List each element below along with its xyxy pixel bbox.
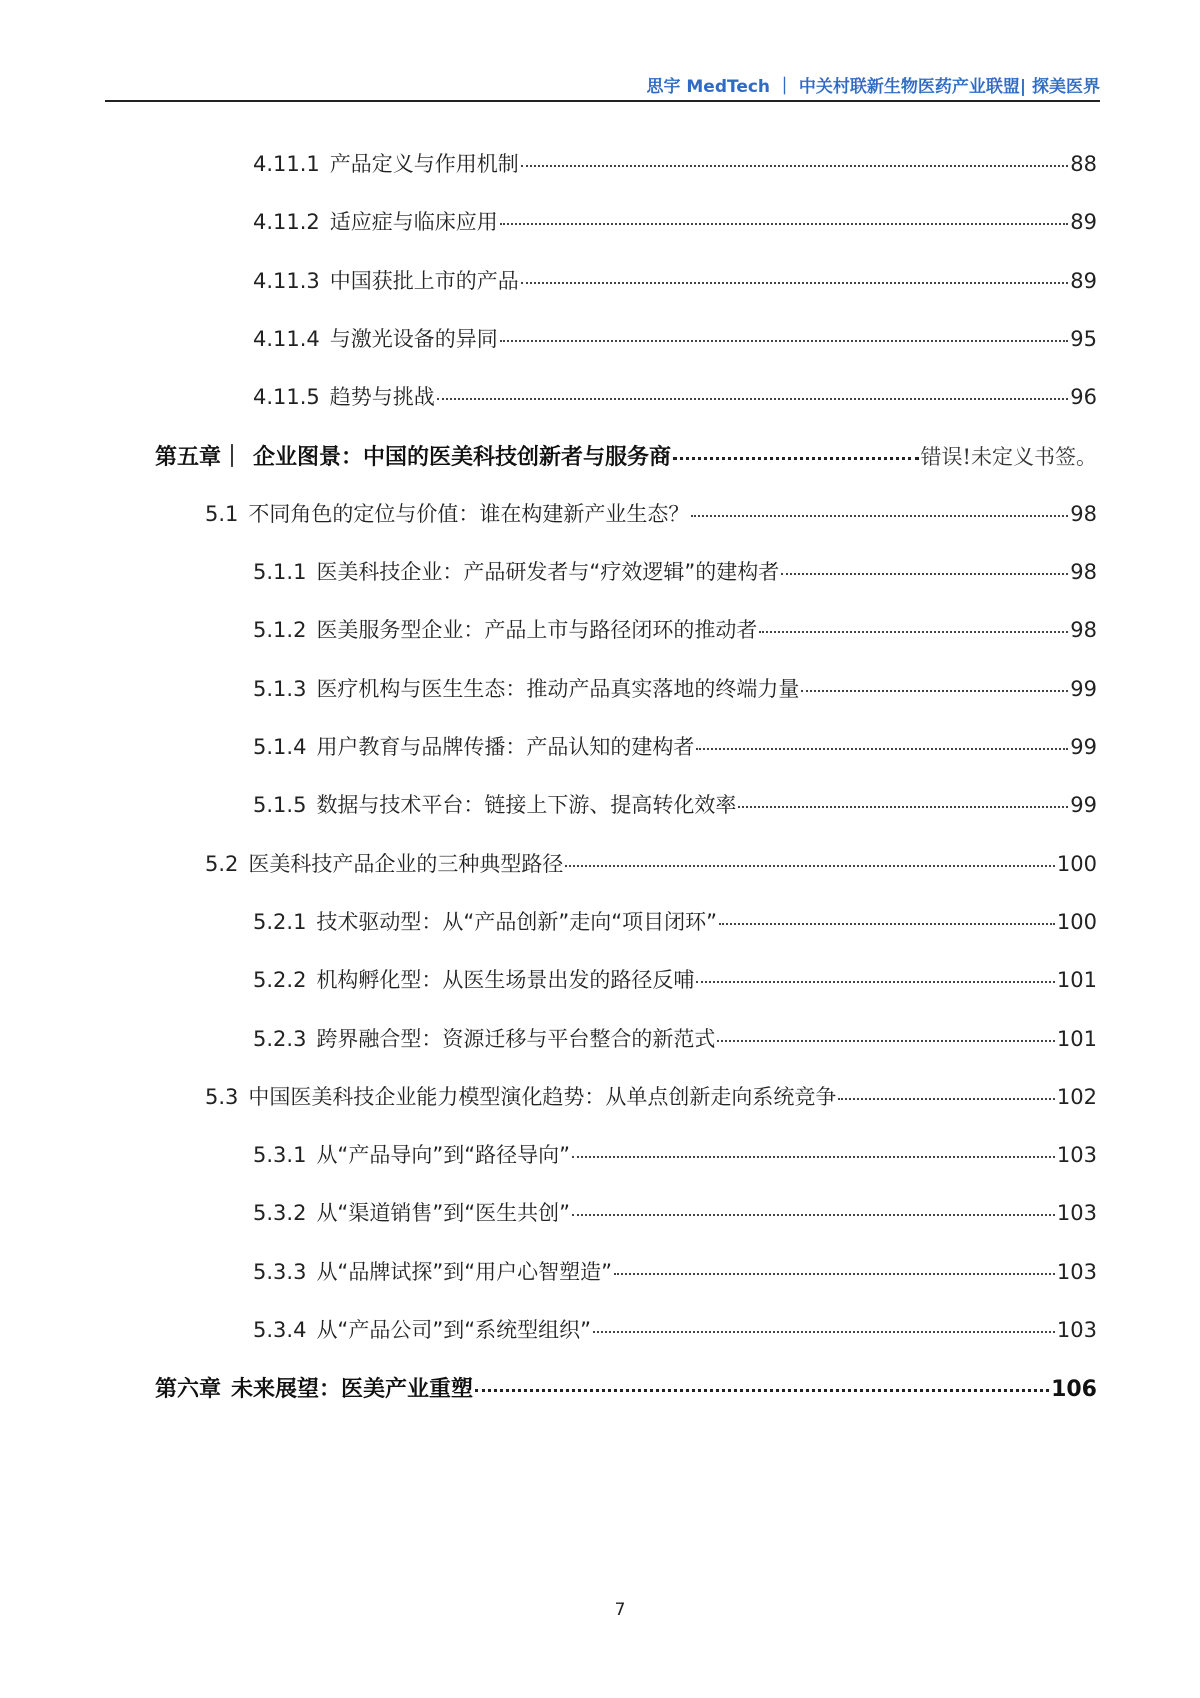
toc-entry-title: 医美科技企业：产品研发者与“疗效逻辑”的建构者 bbox=[316, 560, 780, 584]
toc-entry-number: 5.3.4 bbox=[253, 1318, 307, 1342]
toc-entry-title: 未来展望：医美产业重塑 bbox=[231, 1377, 474, 1402]
toc-entry-title: 技术驱动型：从“产品创新”走向“项目闭环” bbox=[316, 910, 717, 934]
toc-entry[interactable] bbox=[253, 381, 1097, 411]
toc-dot-leader bbox=[696, 981, 1054, 983]
toc-entry-page: 99 bbox=[1070, 793, 1097, 817]
toc-dot-leader bbox=[696, 748, 1068, 750]
toc-entry-title: 数据与技术平台：链接上下游、提高转化效率 bbox=[316, 793, 737, 817]
toc-entry[interactable] bbox=[253, 614, 1097, 644]
toc-entry-title: 从“品牌试探”到“用户心智塑造” bbox=[316, 1260, 612, 1284]
toc-entry-number: 5.2 bbox=[205, 852, 239, 876]
toc-entry-page: 98 bbox=[1070, 618, 1097, 642]
toc-entry-page: 89 bbox=[1070, 269, 1097, 293]
toc-entry[interactable] bbox=[253, 556, 1097, 586]
toc-entry-number: 4.11.5 bbox=[253, 385, 320, 409]
toc-entry-page: 106 bbox=[1051, 1377, 1097, 1402]
toc-entry-title: 医疗机构与医生生态：推动产品真实落地的终端力量 bbox=[316, 677, 800, 701]
toc-entry-page: 88 bbox=[1070, 152, 1097, 176]
toc-entry-number: 4.11.4 bbox=[253, 327, 320, 351]
toc-dot-leader bbox=[673, 457, 919, 460]
toc-entry-number: 5.3.3 bbox=[253, 1260, 307, 1284]
toc-entry-page: 102 bbox=[1056, 1085, 1097, 1109]
toc-entry-page: 98 bbox=[1070, 502, 1097, 526]
toc-dot-leader bbox=[572, 1156, 1055, 1158]
toc-entry-number: 5.3.2 bbox=[253, 1201, 307, 1225]
toc-entry[interactable] bbox=[205, 1081, 1097, 1111]
toc-entry-number: 5.2.2 bbox=[253, 968, 307, 992]
toc-dot-leader bbox=[475, 1389, 1049, 1392]
toc-entry-page: 99 bbox=[1070, 677, 1097, 701]
toc-entry-title: 用户教育与品牌传播：产品认知的建构者 bbox=[316, 735, 695, 759]
toc-entry-title: 中国医美科技企业能力模型演化趋势：从单点创新走向系统竞争 bbox=[248, 1085, 837, 1109]
toc-dot-leader bbox=[593, 1331, 1055, 1333]
toc-entry-page: 100 bbox=[1056, 852, 1097, 876]
toc-dot-leader bbox=[691, 515, 1068, 517]
toc-entry-number: 5.3 bbox=[205, 1085, 239, 1109]
toc-entry[interactable] bbox=[253, 206, 1097, 236]
toc-entry-page: 103 bbox=[1056, 1260, 1097, 1284]
toc-entry-title: 企业图景：中国的医美科技创新者与服务商 bbox=[253, 445, 672, 470]
toc-entry-page: 100 bbox=[1056, 910, 1097, 934]
toc-entry-title: 适应症与临床应用 bbox=[329, 210, 498, 234]
toc-entry-page: 103 bbox=[1056, 1201, 1097, 1225]
toc-dot-leader bbox=[521, 165, 1068, 167]
toc-entry-number: 5.1.3 bbox=[253, 677, 307, 701]
toc-entry[interactable] bbox=[253, 673, 1097, 703]
toc-entry[interactable] bbox=[253, 1023, 1097, 1053]
toc-entry-page: 错误!未定义书签。 bbox=[920, 445, 1097, 469]
toc-entry[interactable] bbox=[253, 906, 1097, 936]
toc-entry[interactable] bbox=[253, 1139, 1097, 1169]
toc-dot-leader bbox=[614, 1273, 1055, 1275]
toc-entry[interactable] bbox=[253, 789, 1097, 819]
toc-entry-page: 95 bbox=[1070, 327, 1097, 351]
toc-entry-page: 103 bbox=[1056, 1143, 1097, 1167]
toc-entry-title: 从“产品公司”到“系统型组织” bbox=[316, 1318, 591, 1342]
toc-entry-title: 趋势与挑战 bbox=[329, 385, 435, 409]
toc-entry[interactable] bbox=[155, 440, 1097, 470]
toc-entry-page: 101 bbox=[1056, 1027, 1097, 1051]
toc-entry-number: 5.2.3 bbox=[253, 1027, 307, 1051]
toc-entry-title: 医美服务型企业：产品上市与路径闭环的推动者 bbox=[316, 618, 758, 642]
toc-entry-title: 从“产品导向”到“路径导向” bbox=[316, 1143, 570, 1167]
toc-entry-title: 医美科技产品企业的三种典型路径 bbox=[248, 852, 564, 876]
toc-entry-title: 中国获批上市的产品 bbox=[329, 269, 519, 293]
toc-dot-leader bbox=[759, 631, 1068, 633]
toc-entry-number: 5.1.2 bbox=[253, 618, 307, 642]
page-number: 7 bbox=[614, 1600, 626, 1620]
toc-dot-leader bbox=[437, 398, 1068, 400]
toc-dot-leader bbox=[738, 806, 1068, 808]
toc-entry[interactable] bbox=[205, 498, 1097, 528]
toc-dot-leader bbox=[717, 1040, 1054, 1042]
toc-entry[interactable] bbox=[253, 148, 1097, 178]
toc-entry-title: 跨界融合型：资源迁移与平台整合的新范式 bbox=[316, 1027, 716, 1051]
toc-entry[interactable] bbox=[253, 1197, 1097, 1227]
toc-entry-number: 5.3.1 bbox=[253, 1143, 307, 1167]
toc-entry-number: 第五章｜ bbox=[155, 445, 244, 470]
toc-entry[interactable] bbox=[205, 848, 1097, 878]
toc-entry-page: 101 bbox=[1056, 968, 1097, 992]
toc-entry-title: 与激光设备的异同 bbox=[329, 327, 498, 351]
toc-dot-leader bbox=[500, 340, 1068, 342]
toc-entry[interactable] bbox=[253, 964, 1097, 994]
toc-entry[interactable] bbox=[253, 731, 1097, 761]
toc-dot-leader bbox=[565, 865, 1055, 867]
toc-entry[interactable] bbox=[253, 323, 1097, 353]
toc-entry-page: 103 bbox=[1056, 1318, 1097, 1342]
toc-entry-number: 4.11.1 bbox=[253, 152, 320, 176]
toc-entry-number: 第六章 bbox=[155, 1377, 222, 1402]
toc-dot-leader bbox=[838, 1098, 1055, 1100]
toc-dot-leader bbox=[521, 282, 1068, 284]
toc-entry-title: 从“渠道销售”到“医生共创” bbox=[316, 1201, 570, 1225]
toc-entry-page: 98 bbox=[1070, 560, 1097, 584]
toc-entry-title: 机构孵化型：从医生场景出发的路径反哺 bbox=[316, 968, 695, 992]
toc-dot-leader bbox=[719, 923, 1055, 925]
toc-entry-number: 5.1.1 bbox=[253, 560, 307, 584]
toc-entry-page: 96 bbox=[1070, 385, 1097, 409]
header-text: 思宇 MedTech ｜ 中关村联新生物医药产业联盟| 探美医界 bbox=[646, 77, 1100, 97]
page-header bbox=[105, 70, 1100, 102]
toc-entry[interactable] bbox=[253, 1256, 1097, 1286]
toc-entry-page: 99 bbox=[1070, 735, 1097, 759]
toc-entry-number: 5.1 bbox=[205, 502, 239, 526]
toc-entry-number: 5.1.4 bbox=[253, 735, 307, 759]
toc-entry-number: 4.11.2 bbox=[253, 210, 320, 234]
toc-entry-number: 5.2.1 bbox=[253, 910, 307, 934]
toc-entry-number: 4.11.3 bbox=[253, 269, 320, 293]
toc-dot-leader bbox=[801, 690, 1068, 692]
toc-entry-page: 89 bbox=[1070, 210, 1097, 234]
toc-entry[interactable] bbox=[155, 1372, 1097, 1402]
toc-entry[interactable] bbox=[253, 1314, 1097, 1344]
toc-dot-leader bbox=[572, 1214, 1055, 1216]
toc-dot-leader bbox=[781, 573, 1068, 575]
toc-entry[interactable] bbox=[253, 265, 1097, 295]
toc-entry-number: 5.1.5 bbox=[253, 793, 307, 817]
toc-entry-title: 不同角色的定位与价值：谁在构建新产业生态？ bbox=[248, 502, 690, 526]
toc-entry-title: 产品定义与作用机制 bbox=[329, 152, 519, 176]
toc-dot-leader bbox=[500, 223, 1068, 225]
